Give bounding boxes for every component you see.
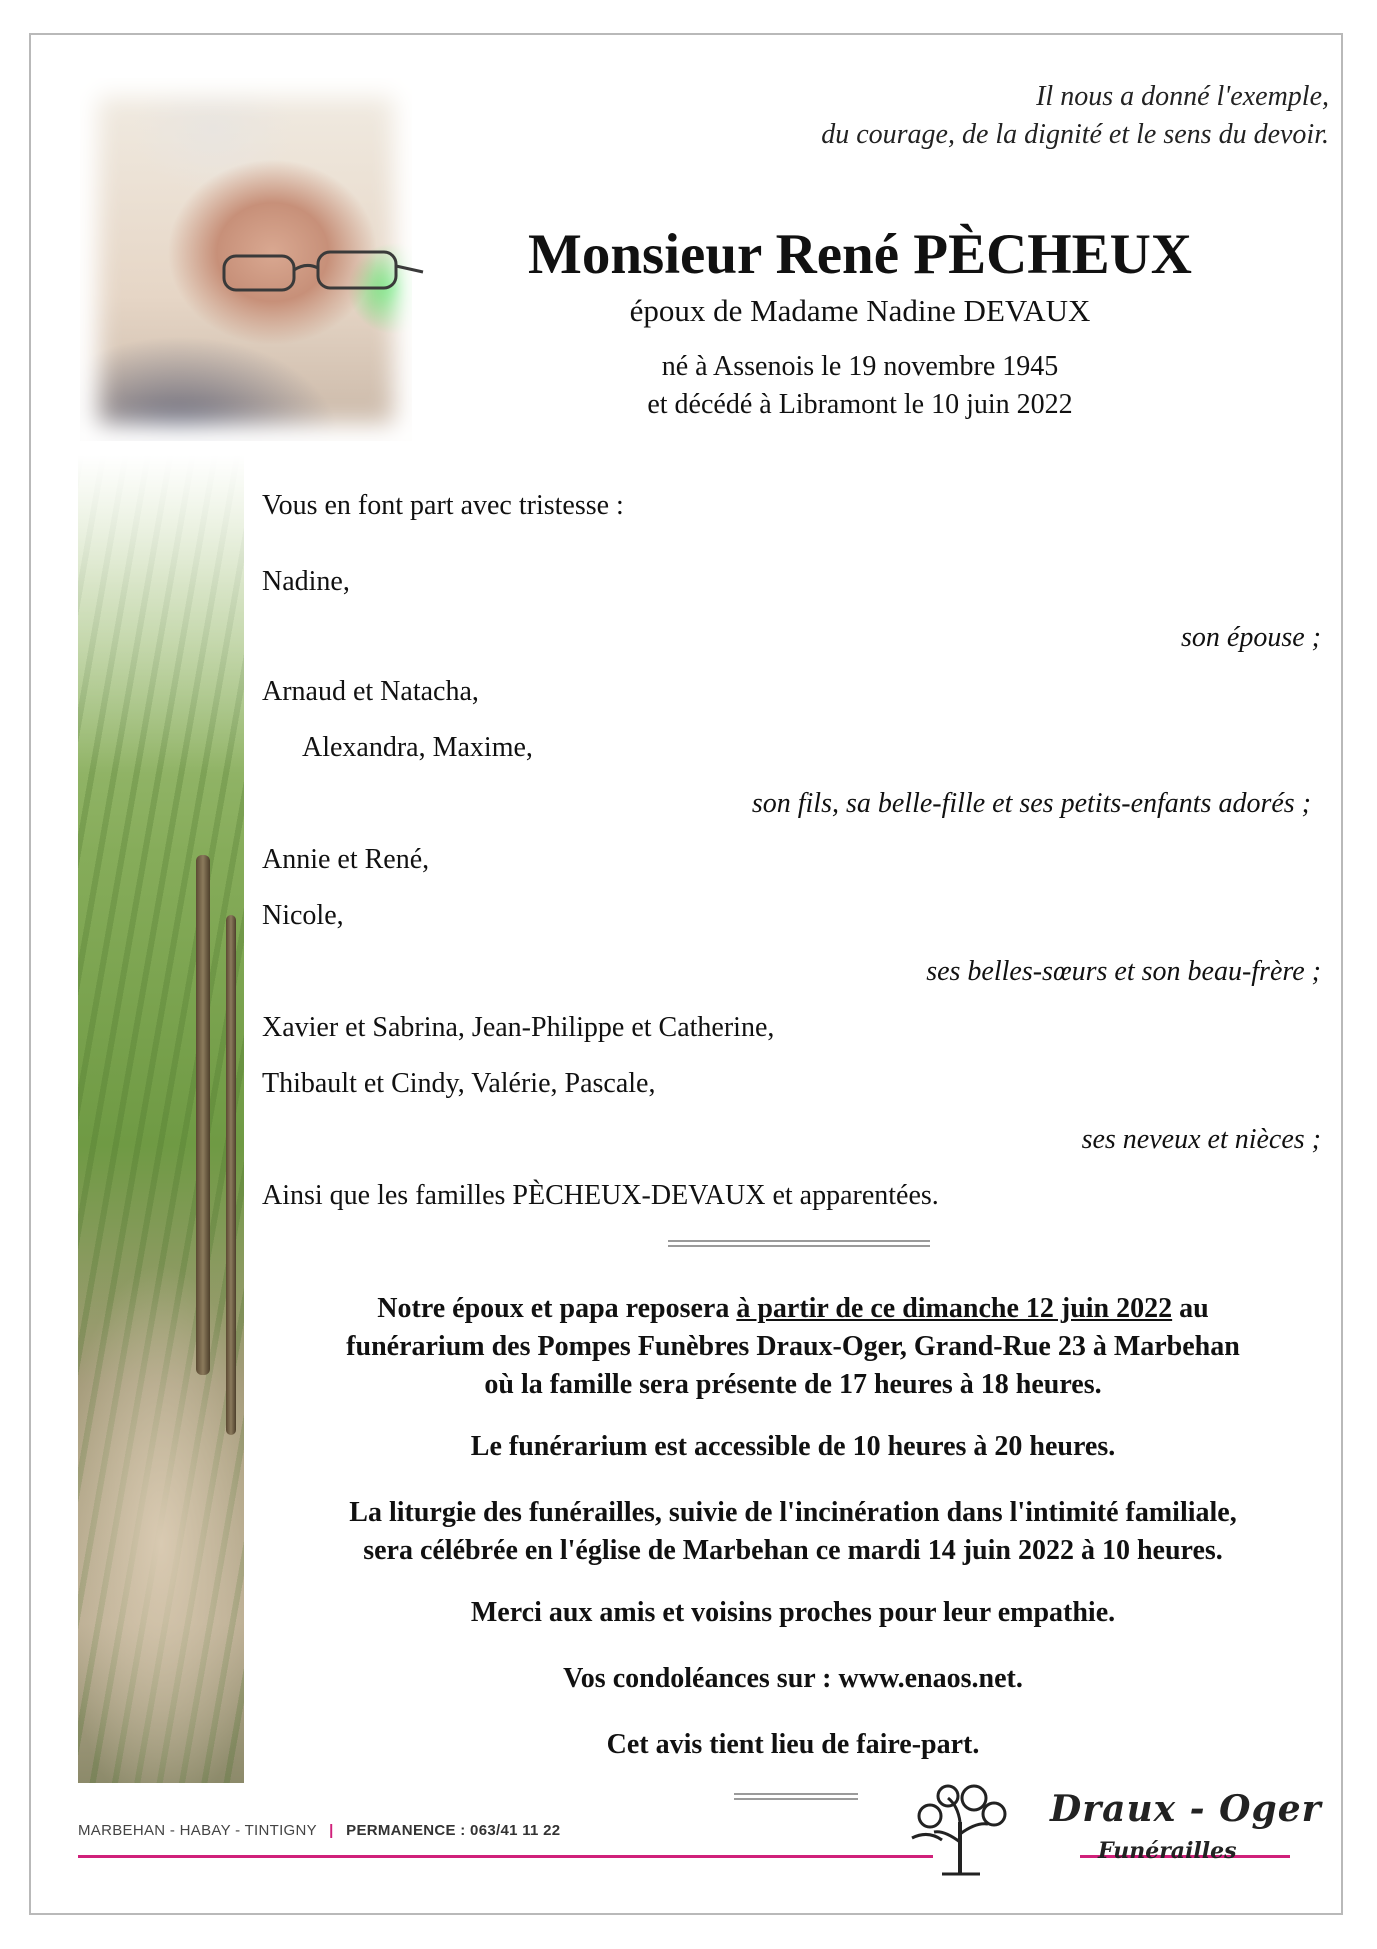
notice-line: Cet avis tient lieu de faire-part. (606, 1729, 980, 1760)
family-role: son fils, sa belle-fille et ses petits-enfants adorés ; (751, 788, 1311, 819)
family-role: ses belles-sœurs et son beau-frère ; (926, 956, 1321, 987)
closing-families: Ainsi que les familles PÈCHEUX-DEVAUX et apparentées. (262, 1180, 939, 1211)
family-member-line: Arnaud et Natacha, (262, 676, 479, 707)
death-line: et décédé à Libramont le 10 juin 2022 (647, 389, 1073, 420)
logo-name: Draux - Oger (1050, 1788, 1322, 1830)
family-member-line: Xavier et Sabrina, Jean-Philippe et Catherine, (262, 1012, 775, 1043)
visitation-paragraph (270, 1290, 1316, 1404)
visitation-line (270, 1290, 1316, 1328)
family-role: ses neveux et nièces ; (1081, 1124, 1321, 1155)
liturgy-paragraph (270, 1494, 1316, 1570)
family-member-line: Annie et René, (262, 844, 430, 875)
visitation-line: où la famille sera présente de 17 heures à 18 heures. (484, 1369, 1102, 1400)
forest-path-image (78, 455, 244, 1783)
birth-death-dates (470, 348, 1250, 424)
announcement-intro: Vous en font part avec tristesse : (262, 490, 624, 521)
footer-rule (78, 1855, 933, 1858)
thanks-line: Merci aux amis et voisins proches pour leur empathie. (470, 1597, 1116, 1628)
liturgy-line: La liturgie des funérailles, suivie de l'incinération dans l'intimité familiale, (349, 1497, 1237, 1528)
visitation-date: à partir de ce dimanche 12 juin 2022 (736, 1293, 1173, 1324)
family-member-line: Alexandra, Maxime, (302, 732, 533, 763)
family-member-line: Nicole, (262, 900, 344, 931)
footer-contact (78, 1822, 560, 1839)
tree-trunk (226, 915, 236, 1435)
condolences-line: Vos condoléances sur : www.enaos.net. (563, 1663, 1023, 1694)
logo-subtitle: Funérailles (1098, 1838, 1237, 1864)
visitation-text: Notre époux et papa reposera (377, 1293, 737, 1324)
visitation-line: funérarium des Pompes Funèbres Draux-Oger, Grand-Rue 23 à Marbehan (346, 1331, 1240, 1362)
glasses-icon (220, 248, 425, 298)
visitation-text: au (1172, 1293, 1209, 1324)
epigraph-quote (821, 78, 1329, 154)
quote-line: du courage, de la dignité et le sens du devoir. (821, 119, 1329, 150)
quote-line: Il nous a donné l'exemple, (1036, 81, 1329, 112)
portrait-photo (80, 78, 412, 441)
family-role: son épouse ; (1181, 622, 1321, 653)
divider (734, 1793, 858, 1800)
family-member-line: Nadine, (262, 566, 350, 597)
spouse-line: époux de Madame Nadine DEVAUX (629, 293, 1091, 328)
footer-locations: MARBEHAN - HABAY - TINTIGNY (78, 1822, 317, 1839)
birth-line: né à Assenois le 19 novembre 1945 (661, 351, 1059, 382)
funerarium-hours: Le funérarium est accessible de 10 heures à 20 heures. (470, 1431, 1116, 1462)
tree-trunk (196, 855, 210, 1375)
family-member-line: Thibault et Cindy, Valérie, Pascale, (262, 1068, 656, 1099)
tree-logo-icon (908, 1782, 1012, 1878)
liturgy-line: sera célébrée en l'église de Marbehan ce mardi 14 juin 2022 à 10 heures. (363, 1535, 1223, 1566)
divider (668, 1240, 930, 1247)
footer-permanence: PERMANENCE : 063/41 11 22 (346, 1822, 561, 1839)
deceased-name: Monsieur René PÈCHEUX (528, 223, 1192, 286)
footer-separator: | (329, 1822, 334, 1839)
